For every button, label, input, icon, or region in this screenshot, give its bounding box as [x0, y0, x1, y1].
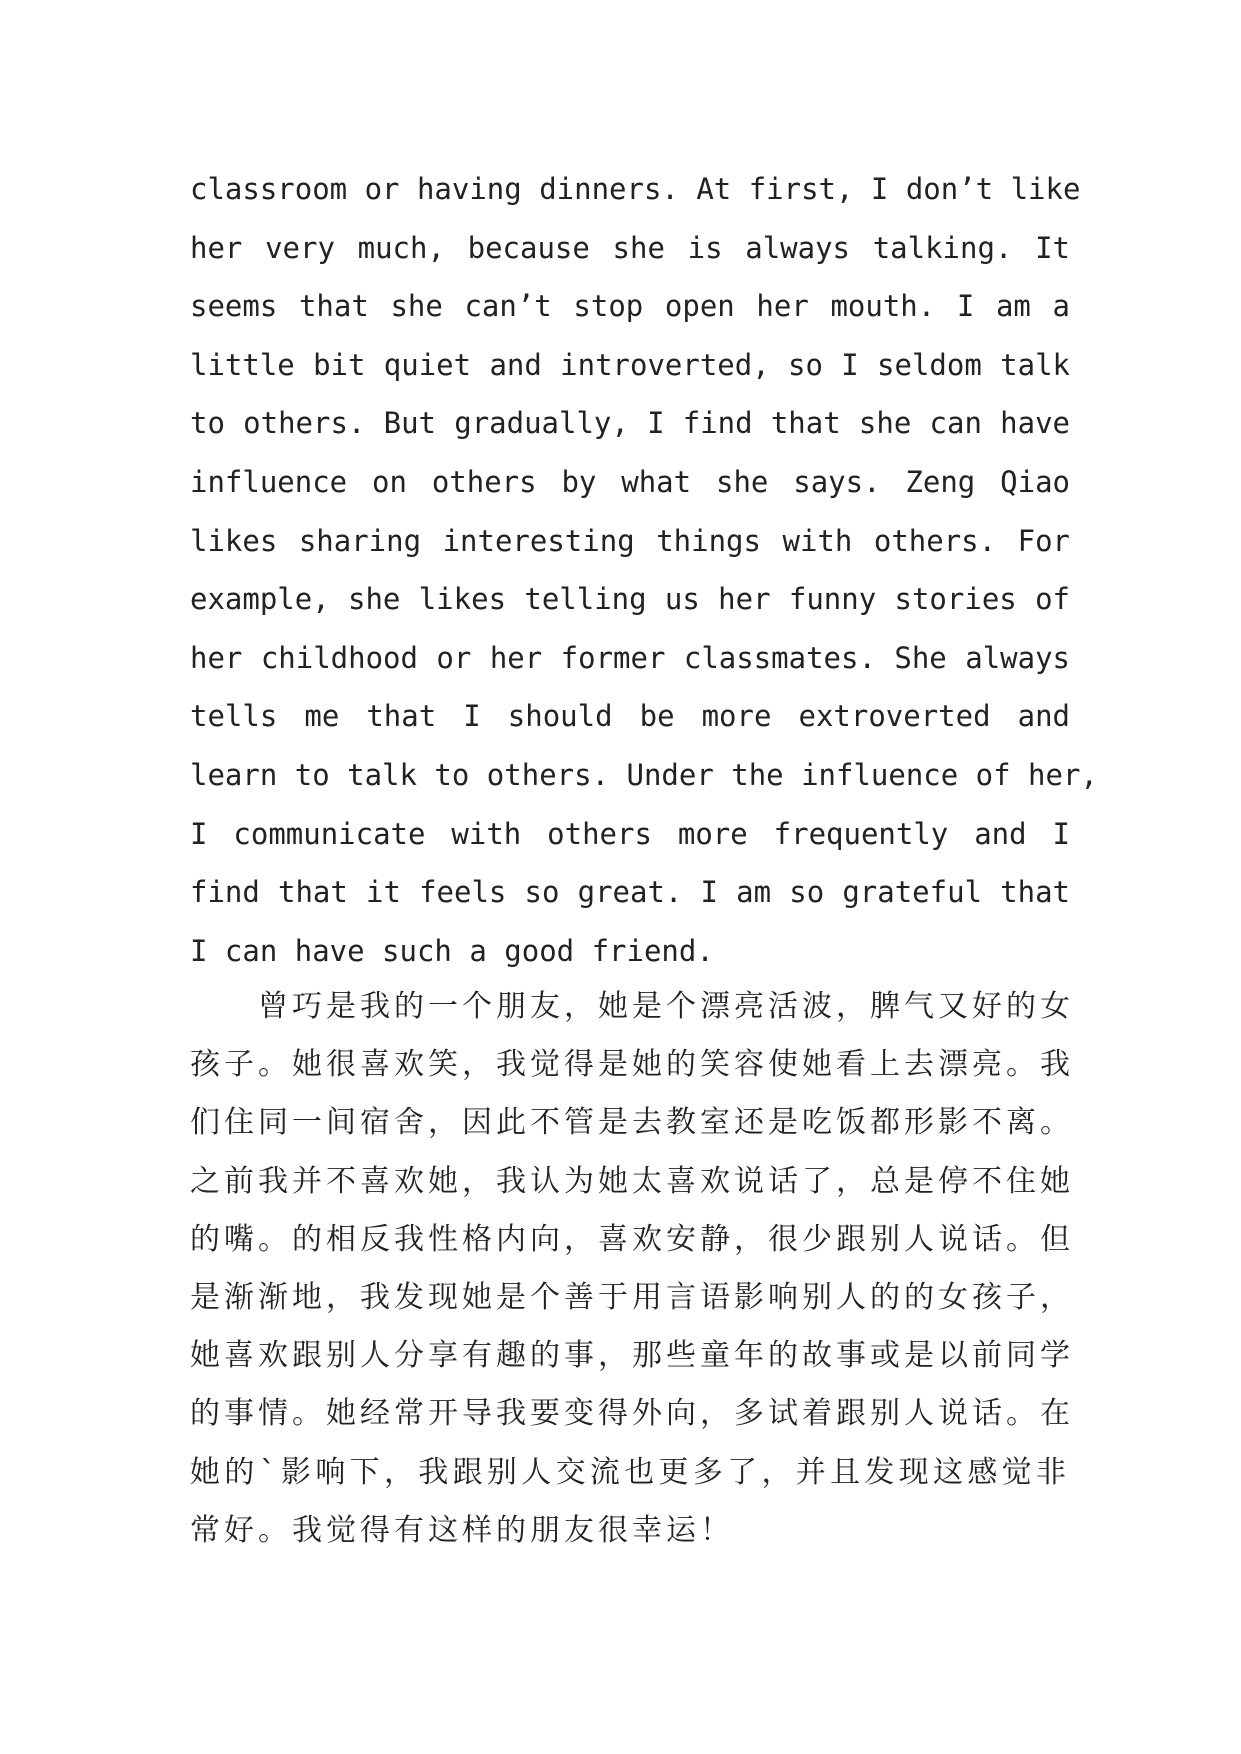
text-line: seems that she can’t stop open her mouth. I am a	[190, 289, 1070, 324]
text-line: 的嘴。的相反我性格内向，喜欢安静，很少跟别人说话。但	[190, 1221, 1074, 1257]
text-line: I communicate with others more frequently and I	[190, 816, 1070, 851]
text-line: her very much, because she is always talking. It	[190, 230, 1070, 265]
text-line: 常好。我觉得有这样的朋友很幸运！	[190, 1512, 734, 1548]
text-line: find that it feels so great. I am so grateful that	[190, 875, 1070, 910]
text-line: little bit quiet and introverted, so I seldom talk	[190, 347, 1070, 382]
chinese-paragraph	[190, 978, 1074, 1560]
text-line: 她的`影响下，我跟别人交流也更多了，并且发现这感觉非	[190, 1454, 1070, 1490]
english-paragraph	[190, 160, 1098, 980]
text-line: 们住同一间宿舍，因此不管是去教室还是吃饭都形影不离。	[190, 1105, 1074, 1141]
text-line: to others. But gradually, I find that she can have	[190, 406, 1070, 441]
text-line: tells me that I should be more extroverted and	[190, 699, 1070, 734]
text-line: 的事情。她经常开导我要变得外向，多试着跟别人说话。在	[190, 1396, 1074, 1432]
text-line: 曾巧是我的一个朋友，她是个漂亮活波，脾气又好的女	[258, 989, 1074, 1024]
text-line: I can have such a good friend.	[190, 933, 714, 968]
text-line: her childhood or her former classmates. She always	[190, 640, 1070, 675]
text-line: likes sharing interesting things with others. For	[190, 523, 1070, 558]
text-line: example, she likes telling us her funny stories of	[190, 582, 1070, 617]
text-line: classroom or having dinners. At first, I don’t like	[190, 172, 1081, 206]
text-line: 孩子。她很喜欢笑，我觉得是她的笑容使她看上去漂亮。我	[190, 1047, 1074, 1083]
text-line: 之前我并不喜欢她，我认为她太喜欢说话了，总是停不住她	[190, 1163, 1074, 1199]
text-line: 她喜欢跟别人分享有趣的事，那些童年的故事或是以前同学	[190, 1338, 1074, 1374]
text-line: influence on others by what she says. Zeng Qiao	[190, 464, 1070, 499]
text-line: 是渐渐地，我发现她是个善于用言语影响别人的的女孩子，	[190, 1279, 1074, 1315]
text-line: learn to talk to others. Under the influence of her,	[190, 757, 1098, 792]
